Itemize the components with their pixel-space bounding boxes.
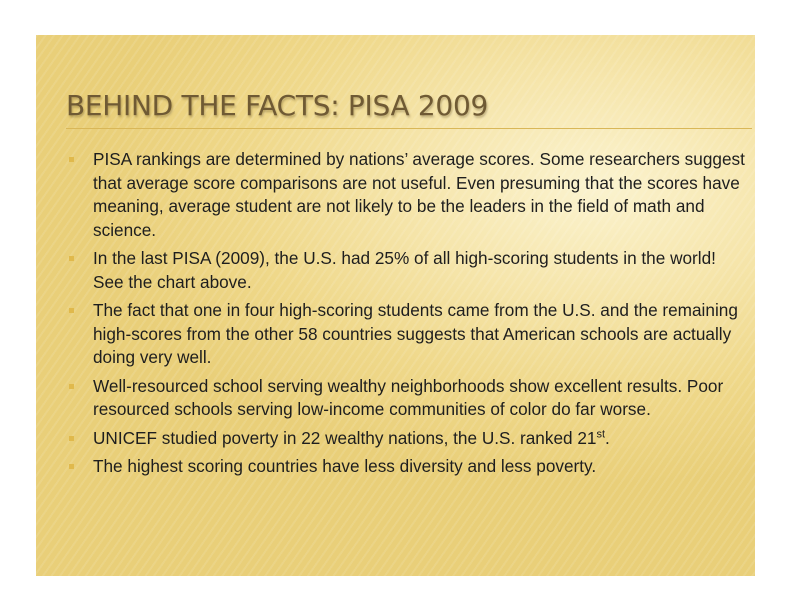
square-bullet-icon <box>69 308 74 313</box>
slide-title: BEHIND THE FACTS: PISA 2009 <box>66 89 488 122</box>
bullet-text: The fact that one in four high-scoring students came from the U.S. and the remaining high-scores from the other 58 countries suggests that American schools are actually doing very well. <box>93 300 738 367</box>
bullet-item <box>68 247 748 294</box>
bullet-item <box>68 455 748 479</box>
bullet-text: The highest scoring countries have less diversity and less poverty. <box>93 456 597 476</box>
bullet-text: PISA rankings are determined by nations’ average scores. Some researchers suggest that average score comparisons are not useful. Even presuming that the scores have meaning, average student are not likely to be the leaders in the field of math and science. <box>93 149 745 240</box>
square-bullet-icon <box>69 436 74 441</box>
title-underline <box>66 128 752 129</box>
bullet-text-end: . <box>605 427 610 448</box>
bullet-item <box>68 375 748 422</box>
bullet-text: In the last PISA (2009), the U.S. had 25% of all high-scoring students in the world! See the chart above. <box>93 248 716 292</box>
square-bullet-icon <box>69 384 74 389</box>
square-bullet-icon <box>69 464 74 469</box>
bullet-item <box>68 148 748 242</box>
square-bullet-icon <box>69 157 74 162</box>
bullet-text: Well-resourced school serving wealthy neighborhoods show excellent results. Poor resourced schools serving low-income communities of color do far worse. <box>93 375 724 419</box>
bullet-item <box>68 427 748 451</box>
bullet-list <box>68 148 748 484</box>
ordinal-suffix: st <box>596 427 606 440</box>
square-bullet-icon <box>69 256 74 261</box>
bullet-item <box>68 299 748 370</box>
bullet-text: UNICEF studied poverty in 22 wealthy nations, the U.S. ranked 21 <box>93 427 597 448</box>
slide <box>36 35 755 576</box>
